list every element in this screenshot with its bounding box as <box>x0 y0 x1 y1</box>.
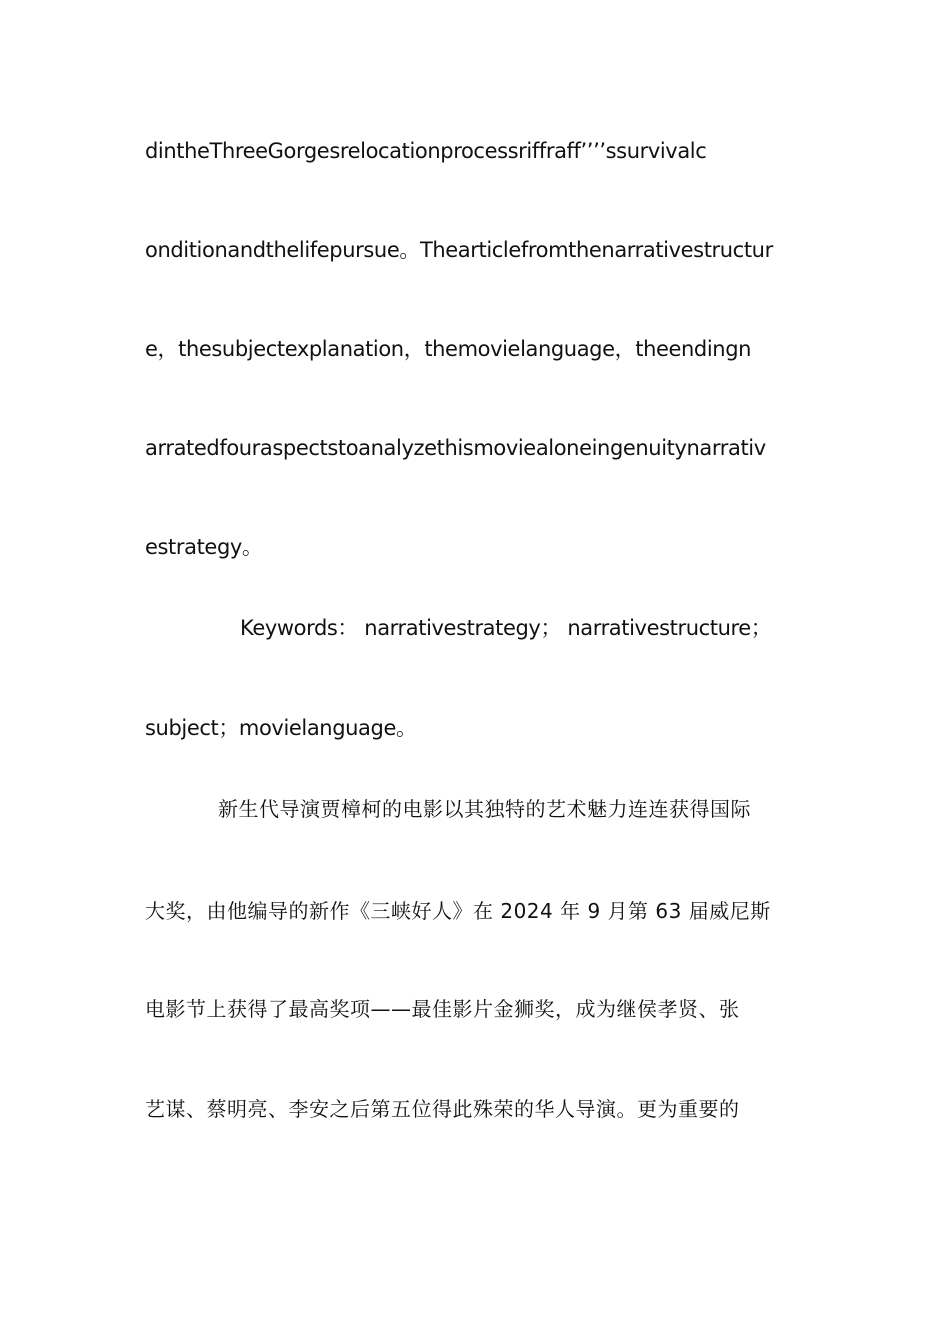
abstract-line-3: e，thesubjectexplanation，themovielanguage，theendingn <box>145 337 752 361</box>
abstract-line-2: onditionandthelifepursue。Thearticlefromthenarrativestructur <box>145 238 773 262</box>
keywords-line-1: Keywords： narrativestrategy； narrativestructure； <box>240 616 772 640</box>
abstract-line-5: estrategy。 <box>145 535 263 559</box>
keywords-line-2: subject；movielanguage。 <box>145 716 417 740</box>
body-line-1: 新生代导演贾樟柯的电影以其独特的艺术魅力连连获得国际 <box>218 797 751 821</box>
body-line-4: 艺谋、蔡明亮、李安之后第五位得此殊荣的华人导演。更为重要的 <box>145 1097 740 1121</box>
abstract-line-1: dintheThreeGorgesrelocationprocessriffraff’’’’ssurvivalc <box>145 139 707 163</box>
body-line-2: 大奖，由他编导的新作《三峡好人》在 2024 年 9 月第 63 届威尼斯 <box>145 899 771 923</box>
body-line-3: 电影节上获得了最高奖项——最佳影片金狮奖，成为继侯孝贤、张 <box>145 997 740 1021</box>
abstract-line-4: arratedfouraspectstoanalyzethismoviealoneingenuitynarrativ <box>145 436 766 460</box>
